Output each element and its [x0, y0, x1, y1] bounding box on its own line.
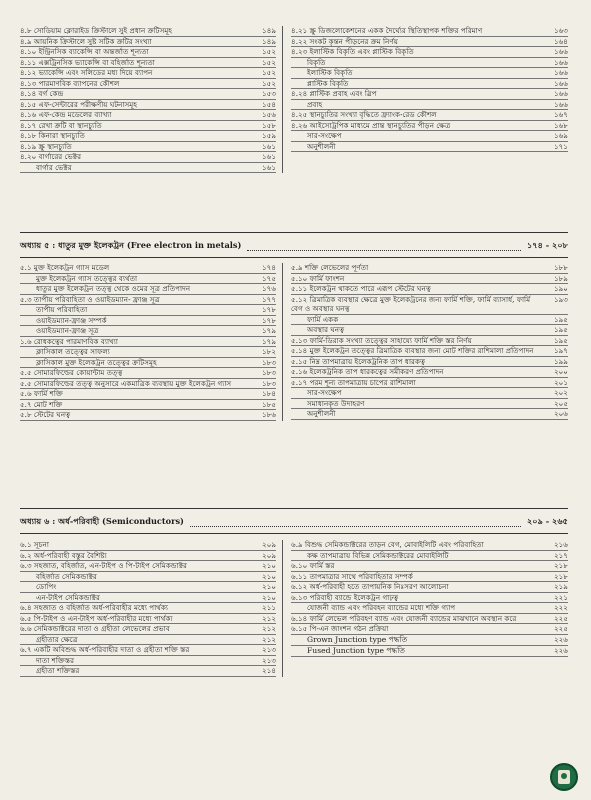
toc-entry [291, 263, 568, 274]
toc-entry-page: ২২২ [553, 603, 568, 612]
toc-entry-page: ১৭৯ [262, 336, 277, 346]
toc-entry-page: ১৬১ [262, 162, 277, 172]
toc-entry [291, 89, 568, 100]
toc-entry-title: ৫.১৪ মুক্ত ইলেকট্রন তত্ত্বের ত্রিমাত্রিক ব্যবস্থার জন্য মোট শক্তির রাশিমালা প্রতিপাদন [291, 346, 534, 355]
section-divider [20, 232, 568, 233]
toc-entry-title: ৬.১ সূচনা [20, 540, 49, 549]
toc-entry-title: ৪.১৮ কিনারা স্থানচ্যুতি [20, 131, 85, 140]
chapter-page-range: ১৭৪ - ২০৮ [526, 240, 568, 250]
toc-entry-title: ৫.৭ মোট শক্তি [20, 399, 63, 409]
toc-entry-title: ৫.৯ শক্তি লেভেলের পূর্ণতা [291, 263, 369, 272]
toc-entry [20, 540, 276, 551]
toc-entry [291, 367, 568, 378]
toc-entry [20, 26, 276, 37]
toc-entry [20, 347, 276, 358]
toc-entry-title: বার্গার ভেক্টর [36, 162, 72, 172]
toc-entry-page: ১৬৮ [553, 120, 568, 130]
chapter-title: অধ্যায় ৫ : ধাতুর মুক্ত ইলেকট্রন (Free electron in metals) [20, 240, 242, 250]
toc-entry-page: ১৯৫ [553, 335, 568, 345]
toc-entry [20, 666, 276, 677]
toc-entry-title: ১.৬ রোধকত্বের পারমাণবিক ব্যাখ্যা [20, 336, 118, 346]
toc-entry-title: ডোপিং [36, 582, 57, 591]
toc-entry-page: ২১২ [262, 624, 277, 633]
chapter-page-range: ২০৯ - ২৬৫ [526, 516, 568, 526]
toc-entry-page: ১৫৩ [262, 89, 277, 98]
toc-entry-page: ২১২ [262, 613, 277, 623]
toc-entry [20, 89, 276, 100]
toc-column-left [20, 263, 283, 421]
chapter-6-heading [20, 516, 568, 529]
toc-entry-title: ৬.১২ অর্ধ-পরিবাহী হতে তাপায়নিক নিঃসরণ আলোচনা [291, 582, 449, 591]
toc-entry-page: ২০৯ [262, 540, 277, 549]
toc-entry [20, 79, 276, 90]
toc-entry-title: Grown Junction type পদ্ধতি [307, 634, 408, 644]
section-divider [20, 508, 568, 509]
toc-entry-page: ১৮২ [262, 347, 277, 356]
toc-entry-page: ১৮৩ [262, 378, 277, 388]
toc-entry-title: তাপীয় পরিবাহিতা [36, 305, 88, 314]
toc-entry-page: ২২৬ [553, 645, 568, 655]
toc-entry-title: ক্লাসিকাল মুক্ত ইলেকট্রন তত্ত্বের ক্রটিসমূহ [36, 357, 157, 367]
toc-entry-title: দাতা শক্তিস্তর [36, 655, 75, 665]
toc-entry-page: ১৯৯ [553, 356, 568, 366]
leader-dots [247, 250, 521, 251]
toc-entry [20, 326, 276, 337]
toc-entry-page: ১৫৪ [262, 99, 277, 109]
toc-entry-title: সার-সংক্ষেপ [307, 131, 342, 140]
toc-entry-title: ৪.৮ সোডিয়াম ক্লোরাইড ক্রিস্টালে সুই প্রধান ক্রটিসমূহ [20, 26, 173, 35]
toc-entry-title: ৪.২৬ আইসোট্রপিক মাধ্যমে প্রান্ত স্থানচ্যুতির পীড়ন ক্ষেত্র [291, 120, 451, 130]
toc-entry-title: ৬.১১ তাপমাত্রার সাথে পরিবাহিতার সম্পর্ক [291, 571, 413, 581]
toc-entry [20, 572, 276, 583]
toc-entry [20, 389, 276, 400]
toc-entry-title: ৫.১৩ ফার্মি-ডিরাক সংখ্যা তত্ত্বের সাহায্যে ফার্মি শক্তি স্তর নির্ণয় [291, 335, 472, 345]
toc-entry-page: ২১৭ [553, 550, 568, 560]
toc-entry-page: ২০৯ [262, 550, 277, 560]
chapter-title: অধ্যায় ৬ : অর্ধ-পরিবাহী (Semiconductors) [20, 516, 184, 526]
toc-entry [20, 142, 276, 153]
toc-entry-page: ১৬৬ [553, 57, 568, 67]
toc-entry-title: ৫.১০ ফার্মি ফাংশন [291, 273, 345, 283]
toc-entry-page: ১৬৪ [553, 36, 568, 46]
toc-entry-page: ১৯৩ [553, 294, 568, 304]
toc-entry-title: সার-সংক্ষেপ [307, 388, 342, 397]
toc-entry-page: ২২৬ [553, 634, 568, 644]
toc-entry-page: ১৭১ [553, 141, 568, 151]
toc-entry [291, 315, 568, 326]
toc-entry-title: এন-টাইপ সেমিকন্ডাক্টর [36, 592, 100, 602]
toc-entry-title: ৬.১৩ পরিবাহী ব্যান্ডে ইলেকট্রন গাঢ়ত্ব [291, 592, 399, 602]
toc-entry [20, 295, 276, 306]
toc-entry-page: ১৬৭ [553, 110, 568, 119]
toc-entry [291, 572, 568, 583]
toc-entry-page: ১৭৯ [262, 326, 277, 335]
toc-entry [20, 274, 276, 285]
toc-entry-title: ৪.২৩ ইলাস্টিক বিকৃতি এবং প্লাস্টিক বিকৃতি [291, 47, 414, 56]
toc-entry-page: ২১০ [262, 592, 277, 602]
toc-entry-title: ৪.২৫ স্থানচ্যুতির সংখ্যা বৃদ্ধিতে ফ্র্যাংক-রেড কৌশল [291, 110, 437, 119]
toc-entry [20, 379, 276, 390]
toc-entry [20, 110, 276, 121]
toc-entry-page: ২০৬ [553, 409, 568, 418]
toc-entry [291, 551, 568, 562]
toc-entry-page: ১৫২ [262, 57, 277, 67]
toc-entry [20, 263, 276, 274]
toc-entry-title: ৪.১৩ পারমাণবিক ব্যাপনের কৌশল [20, 78, 120, 88]
toc-entry-page: ১৪৯ [262, 26, 277, 35]
toc-entry [291, 378, 568, 389]
toc-entry-title: ৫.৬ ফার্মি শক্তি [20, 389, 63, 398]
toc-entry-title: সমাধানকৃত উদাহরণ [307, 398, 365, 408]
toc-entry-page: ১৫২ [262, 78, 277, 88]
toc-entry-title: ৬.১৪ ফার্মি লেভেল পরিবহণ ব্যান্ড এবং যোজনী ব্যান্ডের মাঝখানে অবস্থান করে [291, 613, 517, 623]
toc-entry [20, 593, 276, 604]
toc-entry-title: বিকৃতি [307, 57, 326, 67]
toc-entry-title: ৪.১০ ইন্ট্রিনসিক ব্যাকেন্সি বা অন্তর্জাত শূন্যতা [20, 47, 149, 56]
toc-entry [291, 646, 568, 657]
toc-entry [291, 142, 568, 153]
toc-entry [20, 400, 276, 411]
toc-entry-title: যোজনী ব্যান্ড এবং পরিবহন ব্যান্ডের মধ্যে শক্তি গ্যাপ [307, 603, 456, 612]
toc-entry [20, 100, 276, 111]
toc-entry-page: ১৬৬ [553, 99, 568, 109]
toc-entry [291, 295, 568, 315]
toc-entry [20, 614, 276, 625]
chapter-5-heading [20, 240, 568, 253]
toc-entry [20, 121, 276, 132]
toc-entry-page: ১৭৭ [262, 294, 277, 304]
toc-entry-title: প্লাস্টিক বিকৃতি [307, 78, 349, 88]
toc-entry [291, 635, 568, 646]
toc-entry [291, 593, 568, 604]
toc-entry-title: ওয়াইডম্যান-ফ্রাঞ্জ সম্পর্ক [36, 315, 107, 325]
toc-entry-title: ৪.১৬ এফ-কেন্দ্র মডেলের ব্যাখ্যা [20, 110, 112, 119]
toc-entry-page: ১৬৬ [553, 68, 568, 77]
toc-entry-page: ১৫২ [262, 47, 277, 56]
toc-entry-page: ২১১ [262, 603, 277, 612]
toc-entry-page: ২১০ [262, 582, 277, 591]
toc-entry-title: ৫.১২ ত্রিমাত্রিক ব্যবস্থার ক্ষেত্রে মুক্ত ইলেকট্রনের জন্য ফার্মি শক্তি, ফার্মি ব্যাসার্ধ, ফার্মি বেগ ও অবস্থার ঘনত্ব [291, 294, 531, 313]
toc-entry-title: ৫.১১ ইলেকট্রন থাকতে পারে এরূপ স্টেটের ঘনত্ব [291, 284, 431, 293]
toc-entry-page: ২২১ [553, 592, 568, 602]
toc-entry-page: ২১৯ [553, 582, 568, 591]
toc-entry-page: ১৭৮ [262, 305, 277, 314]
toc-entry-title: Fused Junction type পদ্ধতি [307, 645, 405, 655]
toc-entry-title: ৫.৫ সোমারফিল্ডের কোয়ান্টাম তত্ত্ব [20, 368, 123, 377]
toc-entry-page: ১৮৪ [262, 389, 277, 398]
toc-entry [291, 58, 568, 69]
toc-entry-page: ২১৩ [262, 645, 277, 654]
toc-column-left [20, 540, 283, 677]
toc-entry-page: ১৮৯ [553, 273, 568, 283]
toc-entry [291, 47, 568, 58]
toc-entry-page: ২০২ [553, 388, 568, 397]
toc-entry-title: ৬.১০ ফার্মি স্তর [291, 561, 335, 570]
toc-entry-page: ২০৫ [553, 398, 568, 408]
toc-entry [291, 110, 568, 121]
toc-entry-title: গ্রহীতার ক্ষেত্রে [36, 634, 78, 644]
toc-entry [20, 305, 276, 316]
toc-entry-page: ২১২ [262, 634, 277, 644]
toc-entry [291, 624, 568, 635]
toc-entry-title: ৫.৮ স্টেটের ঘনত্ব [20, 410, 71, 419]
toc-entry-page: ১৬১ [262, 152, 277, 161]
toc-entry-page: ১৬৯ [553, 131, 568, 140]
toc-entry-title: ৫.১৬ ইলেকট্রনিক তাপ ধারকত্বের সমীকরণ প্রতিপাদন [291, 367, 444, 376]
toc-entry-page: ১৭৮ [262, 315, 277, 325]
toc-entry-title: ৬.৪ সহজাত ও বহির্জাত অর্ধ-পরিবাহীর মধ্যে পার্থক্য [20, 603, 168, 612]
section-divider [20, 533, 568, 534]
toc-entry-title: ৪.২২ সংকট কৃন্তন পীড়নের ক্রম নির্ণয় [291, 36, 398, 46]
toc-entry-title: ৪.১২ ভ্যাকেন্সি এবং সলিডের মধ্য দিয়ে ব্যাপন [20, 68, 153, 77]
toc-entry [291, 561, 568, 572]
toc-column-right [283, 263, 568, 421]
toc-entry-title: ইলাস্টিক বিকৃতি [307, 68, 353, 77]
toc-entry-title: ৫.৩ তাপীয় পরিবাহিতা ও ওয়াইডম্যান- ফ্রাঞ্জ সূত্র [20, 294, 160, 304]
toc-entry [20, 624, 276, 635]
toc-entry [291, 346, 568, 357]
toc-entry-page: ১৯৫ [553, 325, 568, 334]
toc-entry-title: মুক্ত ইলেকট্রন গ্যাস তত্ত্বের ব্যর্থতা [36, 273, 138, 283]
toc-entry-page: ১৫৬ [262, 110, 277, 119]
toc-column-right [283, 540, 568, 677]
toc-entry-page: ১৭৬ [262, 284, 277, 293]
toc-entry-title: ৫.১৫ নিম্ন তাপমাত্রায় ইলেকট্রনিক তাপ ধারকত্ব [291, 356, 426, 366]
toc-entry-page: ১৬৬ [553, 78, 568, 88]
toc-entry-title: ৪.১৪ বর্গ কেন্দ্র [20, 89, 64, 98]
toc-entry-title: ৬.৫ পি-টাইপ ও এন-টাইপ অর্ধ-পরিবাহীর মধ্যে পার্থক্য [20, 613, 173, 623]
toc-entry-title: ফার্মি একক [307, 314, 339, 324]
toc-entry [20, 368, 276, 379]
toc-entry [20, 68, 276, 79]
toc-entry-page: ২২৫ [553, 624, 568, 633]
toc-entry-page: ১৯৭ [553, 346, 568, 355]
toc-entry-title: ৬.৬ সেমিকন্ডাক্টরের দাতা ও গ্রহীতা লেভেলের প্রভাব [20, 624, 170, 633]
toc-entry-title: গ্রহীতা শক্তিস্তর [36, 666, 80, 675]
toc-entry-title: ৪.২৪ প্লাস্টিক প্রবাহ এবং স্লিপ [291, 89, 377, 98]
toc-entry-title: প্রবাহ [307, 99, 323, 109]
toc-entry-page: ২১৪ [262, 666, 277, 675]
toc-entry-page: ১৬১ [262, 141, 277, 151]
toc-entry-title: ৬.৯ বিশুদ্ধ সেমিকন্ডাক্টরের তাড়ন বেগ, মোবাইলিটি এবং পরিবাহিতা [291, 540, 484, 549]
toc-entry [20, 656, 276, 667]
leader-dots [190, 526, 521, 527]
toc-section-chapter-4 [20, 26, 568, 173]
toc-entry-page: ২০১ [553, 377, 568, 387]
toc-entry-page: ১৫২ [262, 68, 277, 77]
toc-entry [291, 357, 568, 368]
toc-entry [291, 614, 568, 625]
toc-entry-page: ১৮৮ [553, 263, 568, 272]
toc-entry [20, 37, 276, 48]
toc-entry-title: ৪.২০ বার্গারের ভেক্টর [20, 152, 82, 161]
toc-entry-page: ১৬৩ [553, 26, 568, 35]
toc-entry-page: ১৬৬ [553, 47, 568, 56]
toc-entry [20, 561, 276, 572]
toc-entry [291, 284, 568, 295]
toc-entry [291, 325, 568, 336]
toc-entry-page: ১৮৬ [262, 410, 277, 419]
toc-entry-page: ১৯০ [553, 284, 568, 293]
toc-entry [20, 152, 276, 163]
toc-entry [20, 337, 276, 348]
toc-entry [20, 358, 276, 369]
toc-entry-title: ৫.১ মুক্ত ইলেকট্রন গ্যাস মডেল [20, 263, 110, 272]
toc-entry [20, 551, 276, 562]
toc-entry [291, 121, 568, 132]
toc-entry-page: ১৮৫ [262, 399, 277, 409]
toc-column-right [283, 26, 568, 173]
toc-entry-title: ৫.৫ সোমারফিল্ডের তত্ত্ব অনুসারে একমাত্রিক ব্যবস্থায় মুক্ত ইলেকট্রন গ্যাস [20, 378, 232, 388]
toc-entry-title: ক্লাসিকাল তত্ত্বের সাফল্য [36, 347, 110, 356]
toc-entry-page: ১৯৫ [553, 314, 568, 324]
toc-entry-title: ৬.৩ সহজাত, বহির্জাত, এন-টাইপ ও পি-টাইপ সেমিকন্ডাক্টর [20, 561, 188, 570]
toc-entry-page: ২১৮ [553, 571, 568, 581]
toc-entry-page: ২১৮ [553, 561, 568, 570]
toc-entry-page: ১৪৯ [262, 36, 277, 46]
library-logo-icon [550, 763, 578, 791]
toc-entry-page: ২১৬ [553, 540, 568, 549]
toc-entry [291, 79, 568, 90]
toc-entry-title: ওয়াইডম্যান-ফ্রাঞ্জ সূত্র [36, 326, 99, 335]
toc-entry-page: ১৭৪ [262, 263, 277, 272]
toc-entry-page: ১৮৩ [262, 368, 277, 377]
toc-entry [291, 100, 568, 111]
toc-entry [291, 603, 568, 614]
toc-column-left [20, 26, 283, 173]
toc-entry-page: ২১০ [262, 561, 277, 570]
toc-entry [291, 399, 568, 410]
toc-entry-page: ২১৩ [262, 655, 277, 665]
toc-entry [291, 68, 568, 79]
toc-entry [291, 274, 568, 285]
toc-entry-title: ৪.২১ স্ক্রু ডিজলোকেশনের একক দৈর্ঘ্যের স্থিতিস্থাপক শক্তির পরিমাণ [291, 26, 483, 35]
toc-entry-title: ধাতুর মুক্ত ইলেকট্রন তত্ত্ব থেকে ওমের সূত্র প্রতিপাদন [36, 284, 191, 293]
toc-entry-title: বহির্জাত সেমিকন্ডাক্টর [36, 571, 97, 581]
toc-entry-title: ৫.১৭ পরম শূন্য তাপমাত্রায় চাপের রাশিমালা [291, 377, 416, 387]
toc-entry-title: ৪.১১ এক্সট্রিনসিক ভ্যাকেন্সি বা বহির্জাত শূন্যতা [20, 57, 155, 67]
toc-section-chapter-5 [20, 263, 568, 421]
toc-entry [291, 540, 568, 551]
toc-entry [291, 37, 568, 48]
toc-entry [291, 131, 568, 142]
toc-entry-title: অবস্থার ঘনত্ব [307, 325, 345, 334]
toc-section-chapter-6 [20, 540, 568, 677]
toc-entry [20, 47, 276, 58]
toc-entry-page: ১৬৬ [553, 89, 568, 98]
toc-entry-title: অনুশীলনী [307, 141, 336, 151]
toc-entry [291, 582, 568, 593]
toc-entry [20, 58, 276, 69]
toc-entry-title: কক্ষ তাপমাত্রায় বিভিন্ন সেমিকন্ডাক্টরের মোবাইলিটি [307, 550, 449, 560]
toc-entry-page: ২১০ [262, 571, 277, 581]
toc-entry-title: ৪.১৭ রেখা ক্রটি বা স্থানচ্যুতি [20, 120, 102, 130]
toc-entry-page: ১৭৫ [262, 273, 277, 283]
toc-entry-title: ৬.২ অর্ধ-পরিবাহী বস্তুর বৈশিষ্ট্য [20, 550, 107, 560]
toc-entry-title: ৪.১৯ স্ক্রু স্থানচ্যুতি [20, 141, 72, 151]
toc-entry-page: ১৫৮ [262, 120, 277, 130]
toc-entry [20, 582, 276, 593]
toc-entry-page: ১৮৩ [262, 357, 277, 367]
toc-entry-title: ৪.১৫ এফ-সেন্টারের পরীক্ষণীয় ঘটনাসমূহ [20, 99, 138, 109]
toc-entry [291, 26, 568, 37]
toc-entry-title: ৬.৭ একটি অবিশুদ্ধ অর্ধ-পরিবাহীর দাতা ও গ্রহীতা শক্তি স্তর [20, 645, 190, 654]
toc-entry [291, 409, 568, 420]
toc-entry-page: ১৫৯ [262, 131, 277, 140]
toc-entry-title: অনুশীলনী [307, 409, 336, 418]
toc-entry-page: ২২৫ [553, 613, 568, 623]
toc-entry [20, 603, 276, 614]
toc-entry [291, 336, 568, 347]
toc-entry-page: ২০০ [553, 367, 568, 376]
toc-entry [20, 645, 276, 656]
toc-entry [20, 131, 276, 142]
toc-entry [20, 316, 276, 327]
toc-entry [20, 163, 276, 174]
toc-entry-title: ৬.১৫ পি-এন জাংশন গঠন প্রক্রিয়া [291, 624, 389, 633]
toc-entry [20, 635, 276, 646]
section-divider [20, 257, 568, 258]
toc-entry [20, 284, 276, 295]
toc-entry [291, 388, 568, 399]
toc-entry-title: ৪.৯ আয়নিক ক্রিস্টালে সুষ্ট সটিক ক্রটির সংখ্যা [20, 36, 152, 46]
toc-entry [20, 410, 276, 421]
